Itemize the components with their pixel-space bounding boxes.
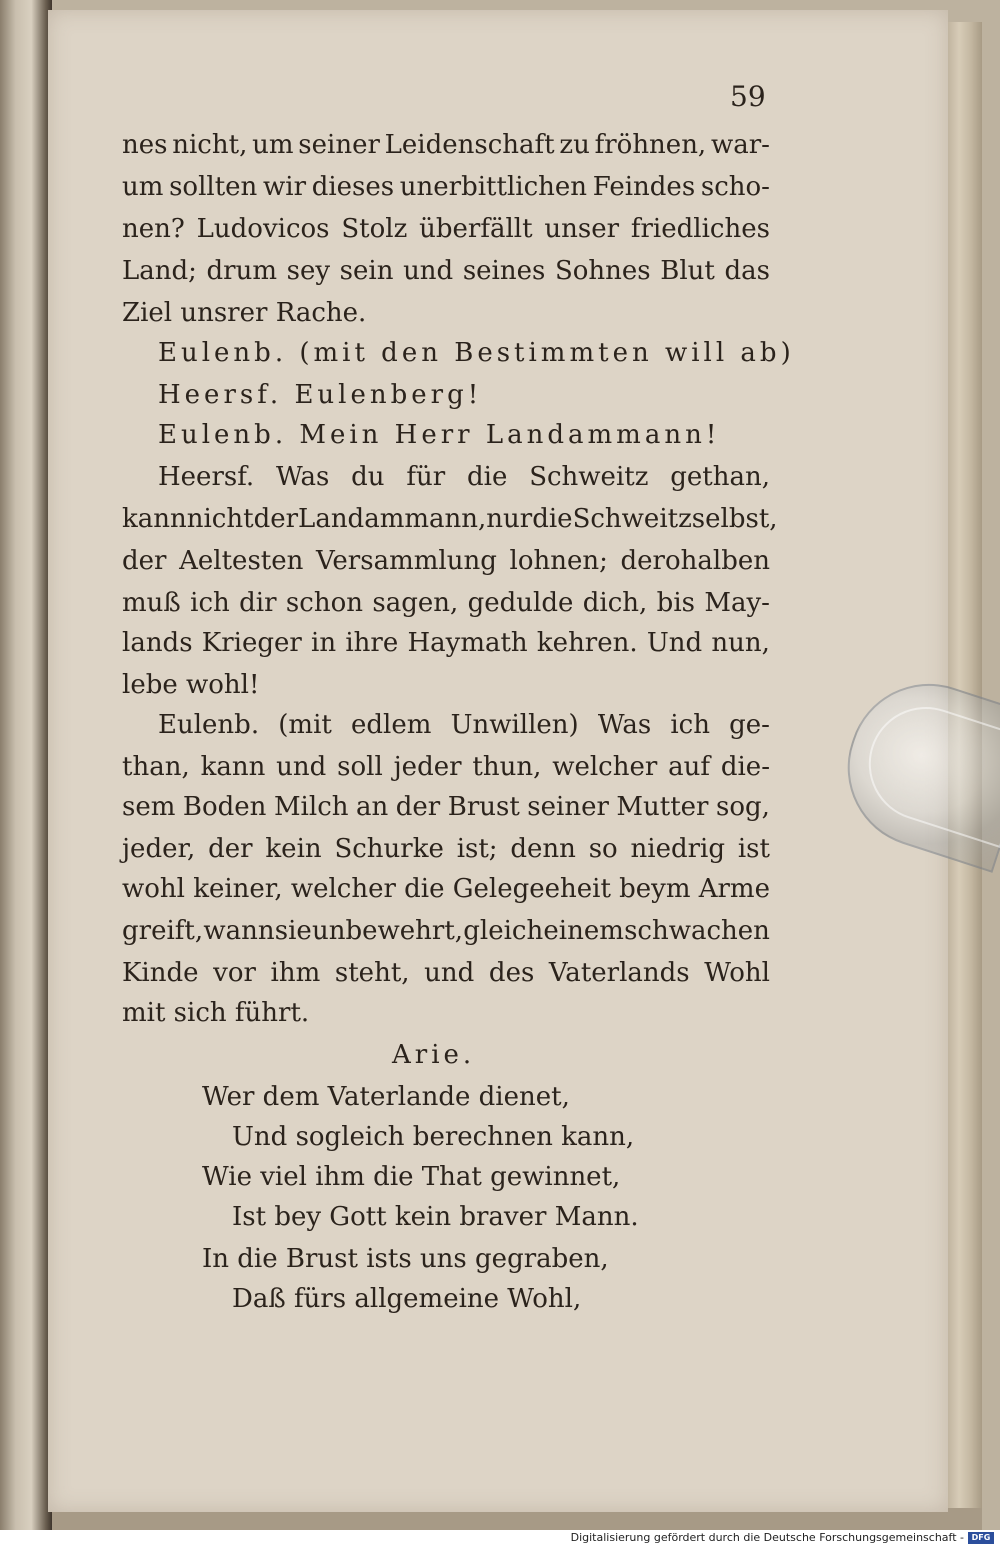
word: dich, <box>582 588 648 618</box>
page-number: 59 <box>730 80 766 113</box>
word: das <box>724 256 770 286</box>
text-line <box>122 752 770 782</box>
word: und <box>403 256 454 286</box>
word: die- <box>720 752 770 782</box>
previous-page-edge <box>0 0 52 1530</box>
word: selbst, <box>691 504 778 534</box>
word: sagen, <box>372 588 459 618</box>
word: keiner, <box>193 874 283 904</box>
text-line <box>122 172 770 202</box>
word: nur <box>486 504 533 534</box>
text-line: In die Brust ists uns gegraben, <box>202 1244 609 1274</box>
word: und <box>276 752 327 782</box>
word: than, <box>122 752 190 782</box>
text-line: Ziel unsrer Rache. <box>122 298 367 328</box>
word: kann <box>122 504 187 534</box>
word: ihre <box>345 628 399 658</box>
word: unser <box>544 214 620 244</box>
word: Eulenb. <box>158 710 260 740</box>
word: sein <box>339 256 394 286</box>
word: lohnen; <box>509 546 608 576</box>
text-line: Ist bey Gott kein braver Mann. <box>232 1202 639 1232</box>
text-line: Und sogleich berechnen kann, <box>232 1122 635 1152</box>
word: Land; <box>122 256 197 286</box>
text-line: Eulenb. Mein Herr Landammann! <box>158 420 721 450</box>
word: niedrig <box>630 834 726 864</box>
word: jeder, <box>122 834 196 864</box>
word: ist <box>737 834 770 864</box>
word: Arme <box>698 874 770 904</box>
word: Boden <box>182 792 267 822</box>
text-line: Daß fürs allgemeine Wohl, <box>232 1284 582 1314</box>
word: ich <box>190 588 230 618</box>
word: fröhnen, <box>594 130 707 160</box>
text-line <box>122 958 770 988</box>
word: auf <box>668 752 710 782</box>
word: nicht, <box>172 130 248 160</box>
word: dir <box>239 588 277 618</box>
word: um <box>252 130 294 160</box>
word: für <box>406 462 446 492</box>
text-line <box>158 462 770 492</box>
word: Blut <box>660 256 715 286</box>
text-line: Eulenb. (mit den Bestimmten will ab) <box>158 338 795 368</box>
text-line <box>122 834 770 864</box>
word: der <box>253 504 299 534</box>
word: May- <box>704 588 770 618</box>
word: kann <box>200 752 266 782</box>
word: jeder <box>393 752 462 782</box>
word: der <box>395 792 441 822</box>
word: Heersf. <box>158 462 255 492</box>
word: dieses <box>311 172 395 202</box>
text-line <box>122 214 770 244</box>
word: Gelegeeheit <box>452 874 611 904</box>
word: friedliches <box>630 214 770 244</box>
word: welcher <box>552 752 658 782</box>
word: Landammann, <box>298 504 487 534</box>
word: ge- <box>729 710 770 740</box>
word: Schweitz <box>529 462 649 492</box>
word: die <box>467 462 508 492</box>
word: Und <box>646 628 703 658</box>
word: drum <box>206 256 278 286</box>
word: Stolz <box>341 214 408 244</box>
word: Ludovicos <box>196 214 330 244</box>
word: Mutter <box>616 792 709 822</box>
text-line: Heersf. Eulenberg! <box>158 380 483 410</box>
word: des <box>488 958 535 988</box>
word: greift, <box>122 916 204 946</box>
word: Kinde <box>122 958 199 988</box>
word: ist; <box>456 834 498 864</box>
word: denn <box>510 834 576 864</box>
text-line: Arie. <box>392 1040 476 1070</box>
word: Wohl <box>704 958 770 988</box>
word: edlem <box>351 710 432 740</box>
text-line <box>122 792 770 822</box>
word: die <box>532 504 573 534</box>
word: schon <box>285 588 363 618</box>
word: derohalben <box>620 546 770 576</box>
text-line <box>122 256 770 286</box>
word: Unwillen) <box>450 710 579 740</box>
word: gethan, <box>670 462 770 492</box>
word: nicht <box>186 504 254 534</box>
word: nen? <box>122 214 185 244</box>
word: sollten <box>169 172 258 202</box>
word: wann <box>203 916 275 946</box>
word: thun, <box>472 752 542 782</box>
word: muß <box>122 588 181 618</box>
word: Leidenschaft <box>384 130 555 160</box>
word: Haymath <box>407 628 528 658</box>
word: und <box>424 958 475 988</box>
word: nes <box>122 130 168 160</box>
text-line <box>122 628 770 658</box>
word: die <box>404 874 445 904</box>
word: wir <box>263 172 306 202</box>
word: (mit <box>278 710 332 740</box>
word: du <box>351 462 385 492</box>
word: Aeltesten <box>179 546 304 576</box>
word: sog, <box>716 792 770 822</box>
word: Brust <box>447 792 520 822</box>
word: lands <box>122 628 193 658</box>
word: überfällt <box>419 214 533 244</box>
text-line <box>122 874 770 904</box>
word: so <box>588 834 618 864</box>
word: welcher <box>290 874 396 904</box>
word: wohl <box>122 874 185 904</box>
word: zu <box>559 130 590 160</box>
word: soll <box>337 752 383 782</box>
word: sey <box>286 256 331 286</box>
word: der <box>122 546 167 576</box>
word: Was <box>276 462 330 492</box>
word: unbewehrt, <box>311 916 464 946</box>
glass-clip-highlight <box>854 692 1000 848</box>
word: gleich <box>463 916 544 946</box>
word: bis <box>656 588 695 618</box>
word: der <box>208 834 253 864</box>
word: Versammlung <box>316 546 497 576</box>
word: schwachen <box>624 916 770 946</box>
word: kehren. <box>536 628 638 658</box>
dfg-logo: DFG <box>968 1532 994 1544</box>
word: an <box>356 792 389 822</box>
word: seiner <box>527 792 609 822</box>
word: seines <box>462 256 546 286</box>
text-line: mit sich führt. <box>122 998 310 1028</box>
word: beym <box>619 874 691 904</box>
word: einem <box>543 916 624 946</box>
word: kein <box>265 834 322 864</box>
word: Schurke <box>334 834 444 864</box>
text-line: lebe wohl! <box>122 670 260 700</box>
word: Milch <box>273 792 349 822</box>
word: nun, <box>711 628 770 658</box>
word: gedulde <box>467 588 574 618</box>
word: seiner <box>298 130 380 160</box>
text-line: Wie viel ihm die That gewinnet, <box>202 1162 621 1192</box>
word: Sohnes <box>554 256 651 286</box>
word: vor <box>213 958 256 988</box>
text-line: Wer dem Vaterlande dienet, <box>202 1082 570 1112</box>
word: steht, <box>334 958 410 988</box>
word: ihm <box>270 958 321 988</box>
text-line <box>122 504 778 534</box>
footer-credit: Digitalisierung gefördert durch die Deutsche Forschungsgemeinschaft - <box>570 1531 964 1544</box>
word: ich <box>670 710 710 740</box>
text-line <box>122 916 770 946</box>
word: sie <box>274 916 312 946</box>
word: Was <box>597 710 652 740</box>
word: um <box>122 172 164 202</box>
word: scho- <box>700 172 770 202</box>
text-line <box>122 588 770 618</box>
text-line <box>158 710 770 740</box>
word: in <box>311 628 337 658</box>
word: Schweitz <box>572 504 692 534</box>
word: Krieger <box>201 628 302 658</box>
word: sem <box>122 792 176 822</box>
word: Vaterlands <box>548 958 690 988</box>
word: Feindes <box>592 172 696 202</box>
text-line <box>122 130 770 160</box>
text-line <box>122 546 770 576</box>
word: unerbittlichen <box>399 172 588 202</box>
word: war- <box>710 130 770 160</box>
